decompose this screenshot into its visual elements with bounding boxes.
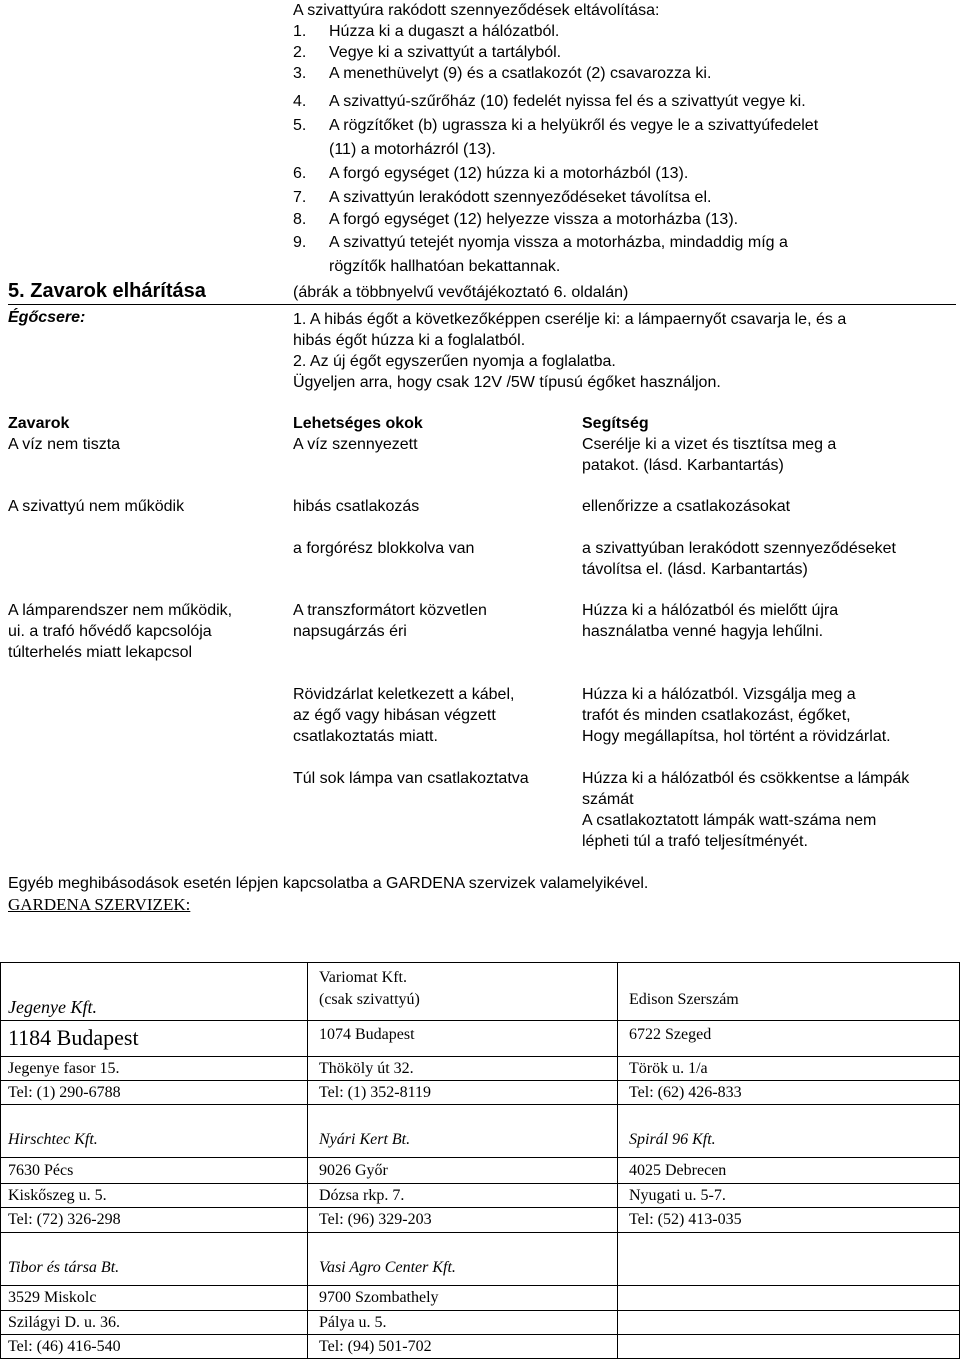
service-intro: Egyéb meghibásodások esetén lépjen kapcsolatba a GARDENA szervizek valamelyikével. [8,875,649,892]
service-tel: Tel: (46) 416-540 [8,1338,121,1355]
table-border [307,962,308,1359]
service-street: Thököly út 32. [319,1060,414,1077]
list-item: 3. A menethüvelyt (9) és a csatlakozót (2) csavarozza ki. [293,65,712,82]
service-street: Török u. 1/a [629,1060,708,1077]
service-street: Dózsa rkp. 7. [319,1187,405,1204]
table-border [0,1157,960,1158]
bulb-line: 1. A hibás égőt a következőképpen cserélje ki: a lámpaernyőt csavarja le, és a [293,311,847,328]
service-name: Jegenye Kft. [8,997,97,1017]
service-tel: Tel: (94) 501-702 [319,1338,432,1355]
section-note: (ábrák a többnyelvű vevőtájékoztató 6. oldalán) [293,284,629,301]
table-cell-help: távolítsa el. (lásd. Karbantartás) [582,561,808,578]
service-name: Tibor és társa Bt. [8,1259,120,1276]
service-city: 7630 Pécs [8,1162,74,1179]
service-name: Spirál 96 Kft. [629,1131,716,1148]
service-name: Vasi Agro Center Kft. [319,1259,456,1276]
table-border [0,962,960,963]
table-border [0,1056,960,1057]
table-cell-help: trafót és minden csatlakozást, égőket, [582,707,851,724]
list-item: 4. A szivattyú-szűrőház (10) fedelét nyissa fel és a szivattyút vegye ki. [293,93,806,110]
table-cell-help: A csatlakoztatott lámpák watt-száma nem [582,812,877,829]
table-border [0,1104,960,1105]
list-item: 9. A szivattyú tetejét nyomja vissza a motorházba, mindaddig míg a [293,234,788,251]
table-cell-cause: csatlakoztatás miatt. [293,728,438,745]
service-tel: Tel: (96) 329-203 [319,1211,432,1228]
bulb-line: hibás égőt húzza ki a foglalatból. [293,332,526,349]
cleaning-title: A szivattyúra rakódott szennyeződések eltávolítása: [293,2,660,19]
list-item-continuation: rögzítők hallhatóan bekattannak. [329,258,561,275]
list-item-continuation: (11) a motorházról (13). [329,141,496,158]
table-cell-help: Húzza ki a hálózatból és csökkentse a lámpák [582,770,910,787]
table-border [0,1020,960,1021]
table-cell-cause: A víz szennyezett [293,436,418,453]
table-border [0,962,1,1359]
table-cell-help: a szivattyúban lerakódott szennyeződéseket [582,540,896,557]
service-street: Pálya u. 5. [319,1314,387,1331]
table-border [0,1310,960,1311]
service-tel: Tel: (72) 326-298 [8,1211,121,1228]
service-tel: Tel: (62) 426-833 [629,1084,742,1101]
table-cell-help: Hogy megállapítsa, hol történt a rövidzárlat. [582,728,891,745]
list-item: 7. A szivattyún lerakódott szennyeződéseket távolítsa el. [293,189,712,206]
list-item: 2. Vegye ki a szivattyút a tartályból. [293,44,562,61]
table-border [0,1207,960,1208]
service-city: 9700 Szombathely [319,1289,439,1306]
service-street: Nyugati u. 5-7. [629,1187,726,1204]
service-name: Nyári Kert Bt. [319,1131,411,1148]
service-street: Jegenye fasor 15. [8,1060,120,1077]
service-city: 3529 Miskolc [8,1289,97,1306]
service-name: Edison Szerszám [629,991,739,1008]
service-city: 1184 Budapest [8,1025,139,1050]
table-border [0,1285,960,1286]
table-cell-problem: A víz nem tiszta [8,436,121,453]
service-street: Kiskőszeg u. 5. [8,1187,107,1204]
list-item: 1. Húzza ki a dugaszt a hálózatból. [293,23,560,40]
table-cell-help: Húzza ki a hálózatból. Vizsgálja meg a [582,686,856,703]
list-item: 6. A forgó egységet (12) húzza ki a motorházból (13). [293,165,689,182]
section-divider [8,304,956,305]
table-cell-cause: a forgórész blokkolva van [293,540,475,557]
service-city: 6722 Szeged [629,1026,712,1043]
table-cell-cause: hibás csatlakozás [293,498,420,515]
table-border [0,1232,960,1233]
column-header-problem: Zavarok [8,415,70,432]
table-cell-problem: A lámparendszer nem működik, [8,602,233,619]
table-cell-help: lépheti túl a trafó teljesítményét. [582,833,808,850]
service-name: Variomat Kft. [319,969,407,986]
table-cell-help: patakot. (lásd. Karbantartás) [582,457,784,474]
table-cell-problem: túlterhelés miatt lekapcsol [8,644,193,661]
service-heading: GARDENA SZERVIZEK: [8,895,191,914]
table-cell-help: Húzza ki a hálózatból és mielőtt újra [582,602,839,619]
section-heading: 5. Zavarok elhárítása [8,280,206,302]
table-cell-cause: Rövidzárlat keletkezett a kábel, [293,686,515,703]
table-border [617,962,618,1359]
list-item: 5. A rögzítőket (b) ugrassza ki a helyükről és vegye le a szivattyúfedelet [293,117,819,134]
list-item: 8. A forgó egységet (12) helyezze vissza a motorházba (13). [293,211,739,228]
bulb-line: Ügyeljen arra, hogy csak 12V /5W típusú égőket használjon. [293,374,721,391]
service-tel: Tel: (52) 413-035 [629,1211,742,1228]
table-border [0,1334,960,1335]
table-border [0,1183,960,1184]
table-border [0,1358,960,1359]
table-border [0,1080,960,1081]
service-name-note: (csak szivattyú) [319,991,420,1008]
service-city: 4025 Debrecen [629,1162,727,1179]
bulb-line: 2. Az új égőt egyszerűen nyomja a foglalatba. [293,353,616,370]
service-tel: Tel: (1) 290-6788 [8,1084,121,1101]
table-cell-help: számát [582,791,634,808]
service-street: Szilágyi D. u. 36. [8,1314,120,1331]
table-cell-cause: A transzformátort közvetlen [293,602,487,619]
table-cell-cause: az égő vagy hibásan végzett [293,707,496,724]
table-cell-problem: ui. a trafó hővédő kapcsolója [8,623,212,640]
service-tel: Tel: (1) 352-8119 [319,1084,432,1101]
service-city: 9026 Győr [319,1162,388,1179]
column-header-help: Segítség [582,415,649,432]
bulb-label: Égőcsere: [8,309,86,326]
service-city: 1074 Budapest [319,1026,415,1043]
table-cell-help: használatba venné hagyja lehűlni. [582,623,824,640]
table-cell-help: ellenőrizze a csatlakozásokat [582,498,791,515]
service-name: Hirschtec Kft. [8,1131,98,1148]
column-header-cause: Lehetséges okok [293,415,423,432]
table-cell-help: Cserélje ki a vizet és tisztítsa meg a [582,436,837,453]
table-cell-cause: napsugárzás éri [293,623,407,640]
table-cell-cause: Túl sok lámpa van csatlakoztatva [293,770,529,787]
table-cell-problem: A szivattyú nem működik [8,498,185,515]
